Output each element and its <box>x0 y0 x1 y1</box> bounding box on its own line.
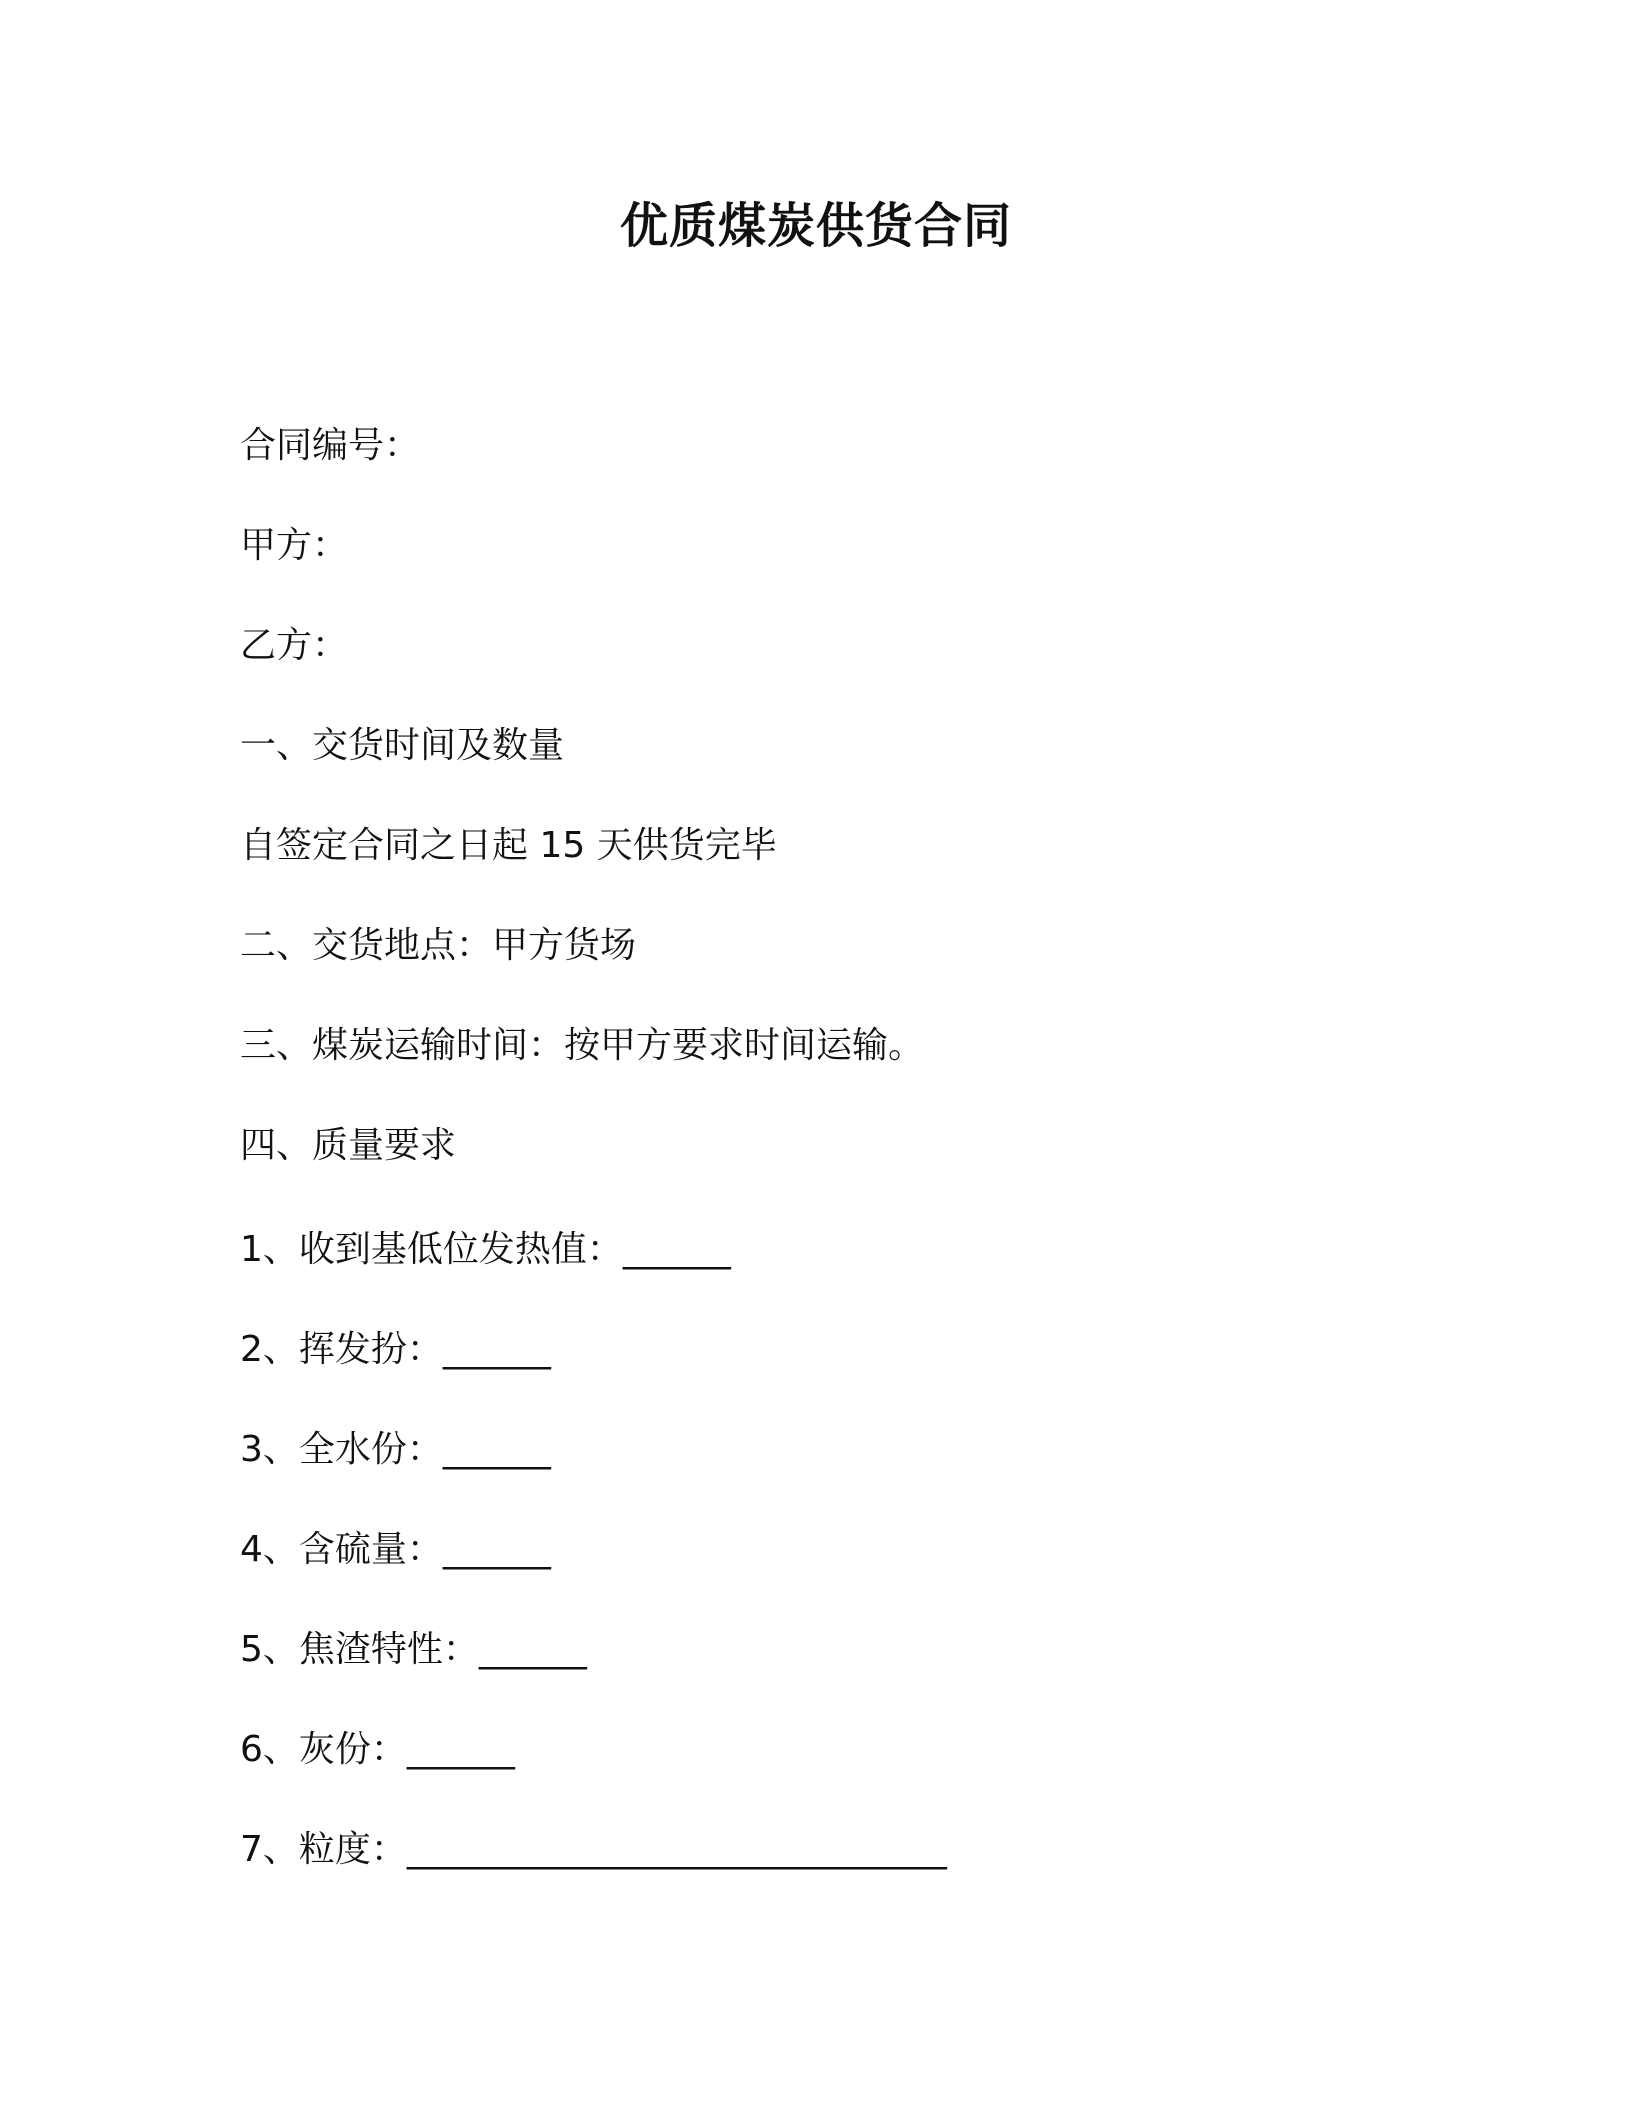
contract-number-line: 合同编号： <box>240 425 421 466</box>
section-transport-time: 三、煤炭运输时间：按甲方要求时间运输。 <box>240 1025 925 1066</box>
quality-item-particle-size: 7、粒度：______________________________ <box>240 1829 947 1870</box>
delivery-time-text: 自签定合同之日起 15 天供货完毕 <box>240 825 777 866</box>
quality-item-volatile-matter: 2、挥发扮：______ <box>240 1329 551 1370</box>
party-a-line: 甲方： <box>240 525 349 566</box>
quality-item-ash-content: 6、灰份：______ <box>240 1729 515 1770</box>
section-delivery-time-heading: 一、交货时间及数量 <box>240 725 565 766</box>
quality-item-total-moisture: 3、全水份：______ <box>240 1429 551 1470</box>
party-b-line: 乙方： <box>240 625 349 666</box>
quality-item-sulfur-content: 4、含硫量：______ <box>240 1529 551 1570</box>
document-title: 优质煤炭供货合同 <box>619 198 1012 254</box>
section-delivery-location: 二、交货地点：甲方货场 <box>240 925 637 966</box>
quality-item-coke-residue: 5、焦渣特性：______ <box>240 1629 587 1670</box>
quality-item-calorific-value: 1、收到基低位发热值：______ <box>240 1229 731 1270</box>
section-quality-heading: 四、质量要求 <box>240 1125 457 1166</box>
